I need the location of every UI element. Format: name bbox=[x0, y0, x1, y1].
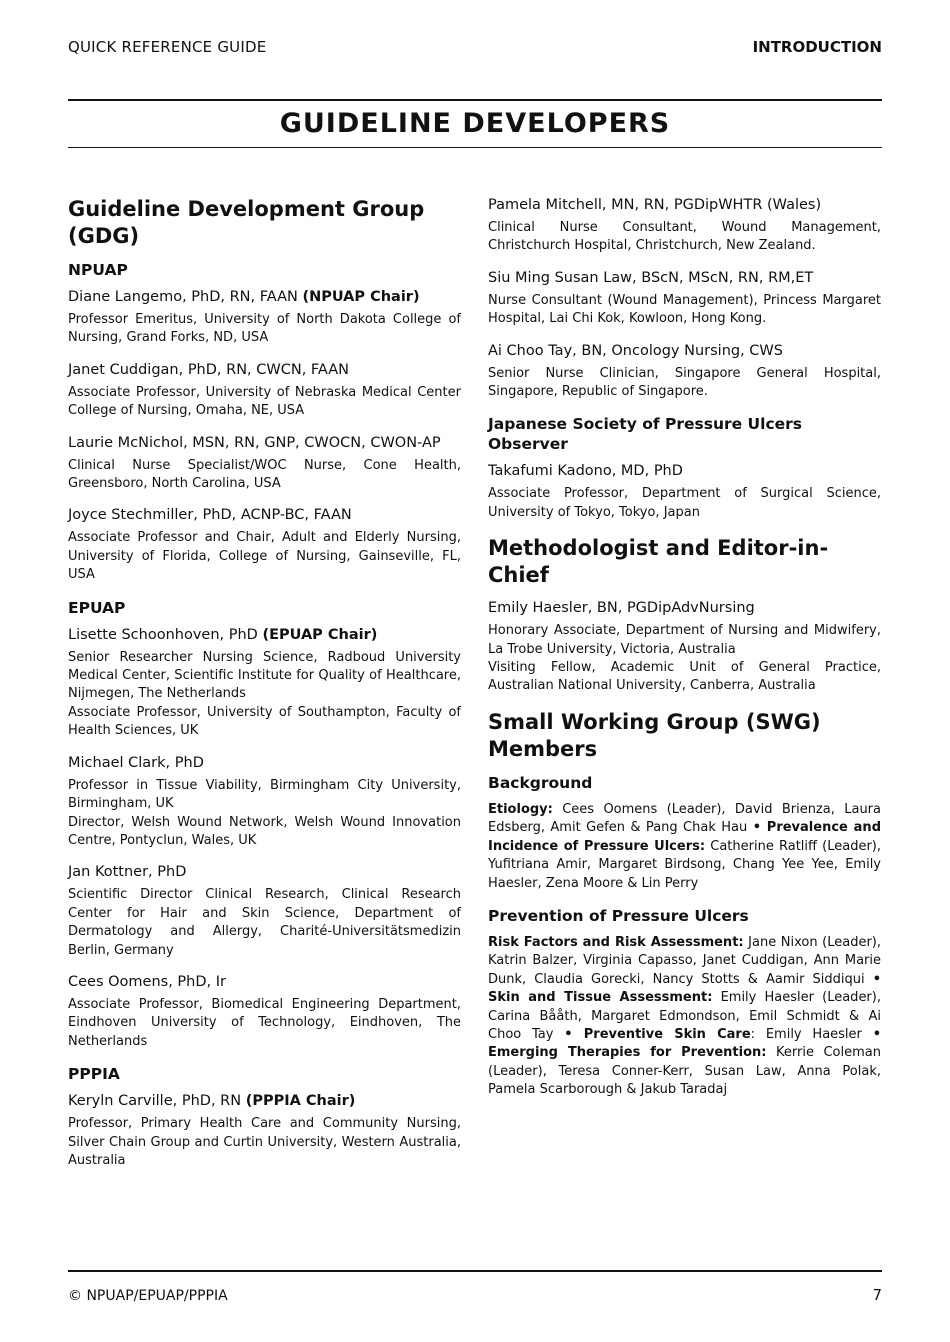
running-header-left: QUICK REFERENCE GUIDE bbox=[68, 38, 267, 56]
footer-rule bbox=[68, 1270, 882, 1272]
member-name: Michael Clark, PhD bbox=[68, 754, 204, 771]
epuap-heading: EPUAP bbox=[68, 598, 126, 617]
member-affiliation: Honorary Associate, Department of Nursing and Midwifery, La Trobe University, Victoria, Australia Visiting Fellow, Academic Unit of General Practice, Australian National University, Canberra, Australia bbox=[488, 623, 881, 694]
member-name: Takafumi Kadono, MD, PhD bbox=[488, 463, 683, 480]
member-affiliation: Associate Professor and Chair, Adult and Elderly Nursing, University of Florida, College of Nursing, Gainseville, FL, USA bbox=[68, 530, 461, 583]
npuap-heading: NPUAP bbox=[68, 261, 128, 279]
member-name: Emily Haesler, BN, PGDipAdvNursing bbox=[488, 600, 755, 617]
member-name: Jan Kottner, PhD bbox=[68, 864, 187, 881]
member-name: Cees Oomens, PhD, Ir bbox=[68, 973, 226, 990]
member-affiliation: Professor, Primary Health Care and Community Nursing, Silver Chain Group and Curtin University, Western Australia, Australia bbox=[68, 1116, 461, 1168]
member-affiliation: Professor Emeritus, University of North Dakota College of Nursing, Grand Forks, ND, USA bbox=[68, 312, 461, 346]
member-affiliation: Professor in Tissue Viability, Birmingham City University, Birmingham, UK Director, Welsh Wound Network, Welsh Wound Innovation Centre, Pontyclun, Wales, UK bbox=[68, 777, 461, 848]
jspu-heading: Japanese Society of Pressure Ulcers Observer bbox=[488, 415, 803, 454]
member-name: Diane Langemo, PhD, RN, FAAN (NPUAP Chair) bbox=[68, 289, 420, 305]
background-heading: Background bbox=[488, 773, 593, 792]
member-affiliation: Senior Researcher Nursing Science, Radboud University Medical Center, Scientific Institute for Quality of Healthcare, Nijmegen, The Netherlands Associate Professor, University of Southampton, Faculty of Health Sciences, UK bbox=[68, 649, 461, 739]
member-name: Pamela Mitchell, MN, RN, PGDipWHTR (Wales) bbox=[488, 197, 822, 213]
member-affiliation: Associate Professor, Biomedical Engineering Department, Eindhoven University of Technology, Eindhoven, The Netherlands bbox=[68, 996, 461, 1049]
member-name: Siu Ming Susan Law, BScN, MScN, RN, RM,ET bbox=[488, 269, 814, 286]
member-affiliation: Scientific Director Clinical Research, Clinical Research Center for Hair and Skin Science, Department of Dermatology and Allergy, Charité-Universitätsmedizin Berlin, Germany bbox=[68, 887, 461, 958]
prevention-heading: Prevention of Pressure Ulcers bbox=[488, 906, 749, 925]
running-header-right: INTRODUCTION bbox=[752, 38, 882, 56]
title-bottom-rule bbox=[68, 147, 882, 148]
member-affiliation: Nurse Consultant (Wound Management), Princess Margaret Hospital, Lai Chi Kok, Kowloon, Hong Kong. bbox=[488, 292, 881, 327]
member-affiliation: Associate Professor, University of Nebraska Medical Center College of Nursing, Omaha, NE, USA bbox=[68, 384, 461, 419]
title-top-rule bbox=[68, 99, 882, 101]
member-affiliation: Clinical Nurse Specialist/WOC Nurse, Cone Health, Greensboro, North Carolina, USA bbox=[68, 457, 461, 492]
member-name: Joyce Stechmiller, PhD, ACNP-BC, FAAN bbox=[68, 507, 352, 524]
member-name: Janet Cuddigan, PhD, RN, CWCN, FAAN bbox=[68, 361, 350, 378]
member-affiliation: Senior Nurse Clinician, Singapore General Hospital, Singapore, Republic of Singapore. bbox=[488, 365, 881, 400]
member-affiliation: Associate Professor, Department of Surgical Science, University of Tokyo, Tokyo, Japan bbox=[488, 486, 881, 520]
page-number: 7 bbox=[872, 1286, 882, 1304]
member-name: Ai Choo Tay, BN, Oncology Nursing, CWS bbox=[488, 342, 783, 359]
prevention-members: Risk Factors and Risk Assessment: Jane Nixon (Leader), Katrin Balzer, Virginia Capasso, Janet Cuddigan, Ann Marie Dunk, Claudia Gorecki, Nancy Stotts & Aamir Siddiqui • Skin and Tissue Assessment: Emily Haesler (Leader), Carina Bååth, Margaret Edmondson, Emil Schmidt & Ai Choo Tay • Preventive Skin Care: Emily Haesler • Emerging Therapies for Prevention: Kerrie Coleman (Leader), Teresa Conner-Kerr, Susan Law, Anna Polak, Pamela Scarborough & Jakub Taradaj bbox=[488, 934, 882, 1098]
background-members: Etiology: Cees Oomens (Leader), David Brienza, Laura Edsberg, Amit Gefen & Pang Chak Hau • Prevalence and Incidence of Pressure Ulcers: Catherine Ratliff (Leader), Yufitriana Amir, Margaret Birdsong, Chang Yee Yee, Emily Haesler, Zena Moore & Lin Perry bbox=[488, 801, 882, 891]
member-affiliation: Clinical Nurse Consultant, Wound Management, Christchurch Hospital, Christchurch, New Zealand. bbox=[488, 220, 881, 254]
copyright: © NPUAP/EPUAP/PPPIA bbox=[68, 1288, 228, 1304]
member-name: Laurie McNichol, MSN, RN, GNP, CWOCN, CWON-AP bbox=[68, 434, 441, 451]
right-column bbox=[488, 196, 881, 1113]
methodologist-heading: Methodologist and Editor-in-Chief bbox=[488, 536, 829, 588]
page-title: GUIDELINE DEVELOPERS bbox=[279, 108, 671, 139]
member-name: Lisette Schoonhoven, PhD (EPUAP Chair) bbox=[68, 626, 378, 643]
pppia-heading: PPPIA bbox=[68, 1065, 120, 1084]
gdg-heading: Guideline Development Group (GDG) bbox=[68, 197, 425, 248]
swg-heading: Small Working Group (SWG) Members bbox=[488, 709, 821, 761]
left-column bbox=[68, 196, 461, 1183]
member-name: Keryln Carville, PhD, RN (PPPIA Chair) bbox=[68, 1093, 356, 1110]
